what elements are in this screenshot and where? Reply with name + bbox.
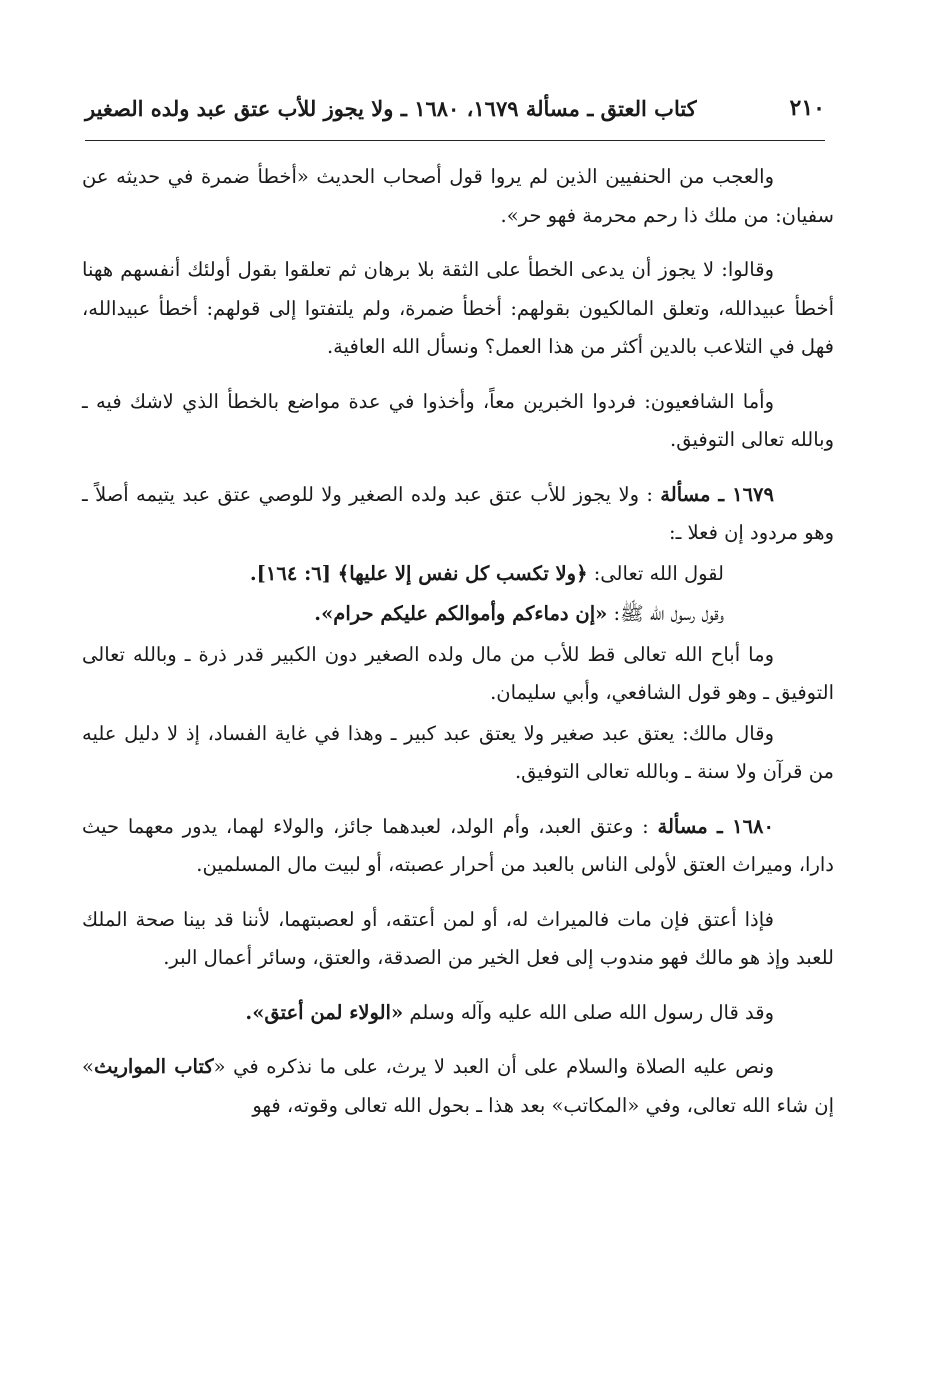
hadith-intro: وقد قال رسول الله صلى الله عليه وآله وسلم (409, 1000, 774, 1024)
body-text (82, 158, 834, 1141)
hadith-text: «الولاء لمن أعتق». (245, 1000, 404, 1024)
page-header (85, 88, 825, 128)
book-reference: كتاب المواريث (93, 1055, 214, 1078)
quote-text: ﴿ولا تكسب كل نفس إلا عليها﴾ [٦: ١٦٤]. (249, 561, 588, 585)
text-fragment: ونص عليه الصلاة والسلام على أن العبد لا يرث، على ما نذكره في « (213, 1055, 774, 1078)
quote-text: «إن دماءكم وأموالكم عليكم حرام». (314, 602, 608, 625)
issue-label: ١٦٨٠ ـ مسألة (657, 814, 775, 838)
header-rule (85, 140, 825, 141)
issue-label: ١٦٧٩ ـ مسألة (660, 482, 775, 506)
paragraph: وقالوا: لا يجوز أن يدعى الخطأ على الثقة بلا برهان ثم تعلقوا بقول أولئك أنفسهم ههنا أخطأ عبيدالله، وتعلق المالكيون بقولهم: أخطأ ضمرة، ولم يلتفتوا إلى قولهم: أخطأ عبيدالله، فهل في التلاعب بالدين أكثر من هذا العمل؟ ونسأل الله العافية. (82, 258, 834, 358)
last-paragraph (82, 1048, 834, 1125)
paragraph: وأما الشافعيون: فردوا الخبرين معاً، وأخذوا في عدة مواضع بالخطأ الذي لاشك فيه ـ وبالله تعالى التوفيق. (82, 389, 834, 451)
paragraph: والعجب من الحنفيين الذين لم يروا قول أصحاب الحديث «أخطأ ضمرة في حديثه عن سفيان: من ملك ذا رحم محرمة فهو حر». (82, 165, 834, 227)
quote-intro: لقول الله تعالى: (593, 561, 724, 585)
quote-intro: وقول رسول الله ﷺ: (613, 602, 724, 625)
page-number: ٢١٠ (789, 95, 825, 121)
issue-text: : وعتق العبد، وأم الولد، لعبدهما جائز، والولاء لهما، يدور معهما حيث دارا، وميراث العتق لأولى الناس بالعبد من أحرار عصبته، أو لبيت مال المسلمين. (82, 814, 834, 876)
issue-text: : ولا يجوز للأب عتق عبد ولده الصغير ولا للوصي عتق عبد يتيمه أصلاً ـ وهو مردود إن فعلا ـ: (82, 482, 834, 544)
hadith-quote (82, 595, 834, 634)
text-fragment: » إن شاء الله تعالى، وفي «المكاتب» بعد هذا ـ بحول الله تعالى وقوته، فهو (82, 1055, 834, 1117)
paragraph: وقال مالك: يعتق عبد صغير ولا يعتق عبد كبير ـ وهذا في غاية الفساد، إذ لا دليل عليه من قرآن ولا سنة ـ وبالله تعالى التوفيق. (82, 721, 834, 783)
hadith-paragraph (82, 994, 834, 1033)
issue-1680 (82, 808, 834, 885)
issue-1679 (82, 476, 834, 553)
running-title: كتاب العتق ـ مسألة ١٦٧٩، ١٦٨٠ ـ ولا يجوز للأب عتق عبد ولده الصغير (85, 95, 697, 121)
paragraph: وما أباح الله تعالى قط للأب من مال ولده الصغير دون الكبير قدر ذرة ـ وبالله تعالى التوفيق ـ وهو قول الشافعي، وأبي سليمان. (82, 642, 834, 704)
paragraph: فإذا أعتق فإن مات فالميراث له، أو لمن أعتقه، أو لعصبتهما، لأننا قد بينا صحة الملك للعبد وإذ هو مالك فهو مندوب إلى فعل الخير من الصدقة، والعتق، وسائر أعمال البر. (82, 907, 834, 969)
quran-quote (82, 555, 834, 594)
